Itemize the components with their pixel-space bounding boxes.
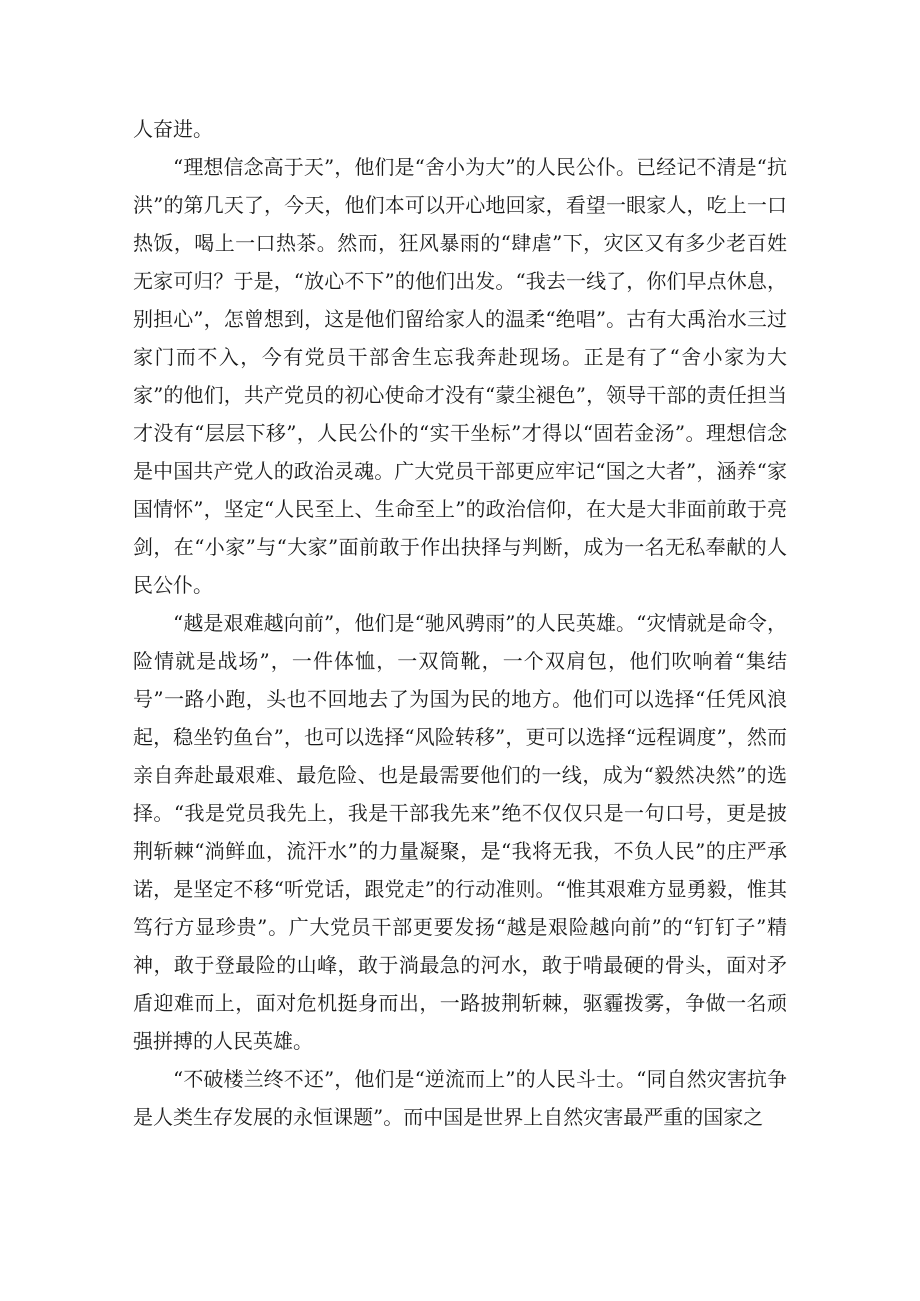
document-body [133,110,787,1136]
paragraph-public-servant: “理想信念高于天”，他们是“舍小为大”的人民公仆。已经记不清是“抗洪”的第几天了，今天，他们本可以开心地回家，看望一眼家人，吃上一口热饭，喝上一口热茶。然而，狂风暴雨的“肆虐”下，灾区又有多少老百姓无家可归？于是，“放心不下”的他们出发。“我去一线了，你们早点休息，别担心”，怎曾想到，这是他们留给家人的温柔“绝唱”。古有大禹治水三过家门而不入，今有党员干部舍生忘我奔赴现场。正是有了“舍小家为大家”的他们，共产党员的初心使命才没有“蒙尘褪色”，领导干部的责任担当才没有“层层下移”，人民公仆的“实干坐标”才得以“固若金汤”。理想信念是中国共产党人的政治灵魂。广大党员干部更应牢记“国之大者”，涵养“家国情怀”，坚定“人民至上、生命至上”的政治信仰，在大是大非面前敢于亮剑，在“小家”与“大家”面前敢于作出抉择与判断，成为一名无私奉献的人民公仆。 [133,155,787,597]
paragraph-continuation: 人奋进。 [133,117,213,141]
paragraph-people-hero: “越是艰难越向前”，他们是“驰风骋雨”的人民英雄。“灾情就是命令，险情就是战场”，一件体恤，一双筒靴，一个双肩包，他们吹响着“集结号”一路小跑，头也不回地去了为国为民的地方。他们可以选择“任凭风浪起，稳坐钓鱼台”，也可以选择“风险转移”，更可以选择“远程调度”，然而亲自奔赴最艰难、最危险、也是最需要他们的一线，成为“毅然决然”的选择。“我是党员我先上，我是干部我先来”绝不仅仅只是一句口号，更是披荆斩棘“淌鲜血，流汗水”的力量凝聚，是“我将无我，不负人民”的庄严承诺，是坚定不移“听党话，跟党走”的行动准则。“惟其艰难方显勇毅，惟其笃行方显珍贵”。广大党员干部更要发扬“越是艰险越向前”的“钉钉子”精神，敢于登最险的山峰，敢于淌最急的河水，敢于啃最硬的骨头，面对矛盾迎难而上，面对危机挺身而出，一路披荆斩棘，驱霾拨雾，争做一名顽强拼搏的人民英雄。 [133,611,787,1053]
paragraph-people-fighter: “不破楼兰终不还”，他们是“逆流而上”的人民斗士。“同自然灾害抗争是人类生存发展的永恒课题”。而中国是世界上自然灾害最严重的国家之 [133,1067,787,1129]
